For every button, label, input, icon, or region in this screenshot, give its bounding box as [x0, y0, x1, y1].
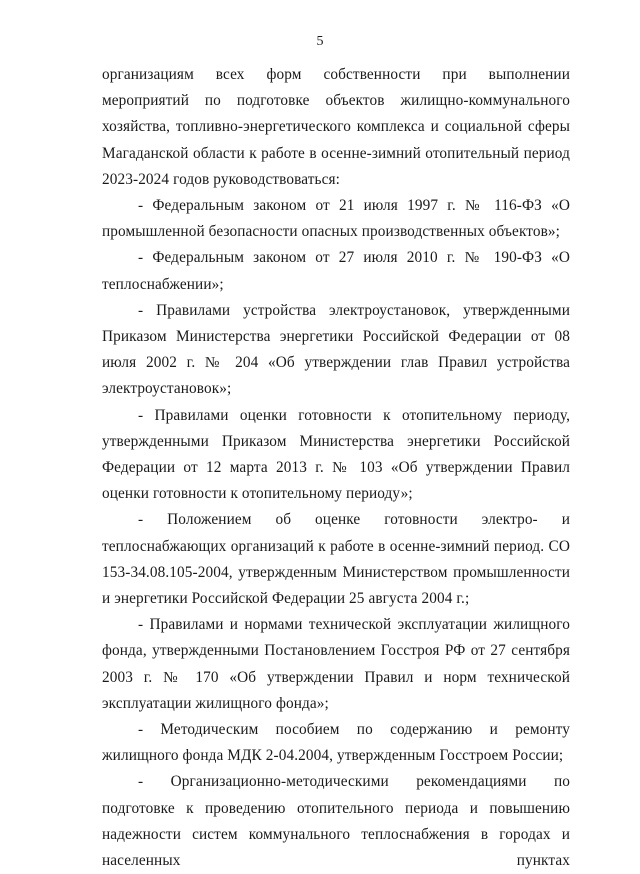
paragraph-law-116: - Федеральным законом от 21 июля 1997 г. № 116-ФЗ «О промышленной безопасности опасных производственных объектов»;: [102, 197, 570, 241]
page-number: 5: [316, 34, 324, 49]
paragraph-recommendations: - Организационно-методическими рекомендациями по подготовке к проведению отопительного периода и повышению надежности систем коммунального теплоснабжения в городах и населенных пунктах: [102, 773, 570, 870]
document-body: [102, 62, 570, 874]
paragraph-rules-readiness: - Правилами оценки готовности к отопительному периоду, утвержденными Приказом Министерства энергетики Российской Федерации от 12 марта 2013 г. № 103 «Об утверждении Правил оценки готовности к отопительному периоду»;: [102, 406, 570, 503]
paragraph-manual-mdk: - Методическим пособием по содержанию и ремонту жилищного фонда МДК 2-04.2004, утвержденным Госстроем России;: [102, 721, 570, 765]
paragraph-rules-housing: - Правилами и нормами технической эксплуатации жилищного фонда, утвержденными Постановлением Госстроя РФ от 27 сентября 2003 г. № 170 «Об утверждении Правил и норм технической эксплуатации жилищного фонда»;: [102, 616, 570, 712]
paragraph-rules-electro: - Правилами устройства электроустановок, утвержденными Приказом Министерства энергетики Российской Федерации от 08 июля 2002 г. № 204 «Об утверждении глав Правил устройства электроустановок»;: [102, 301, 570, 398]
paragraph-regulation-so: - Положением об оценке готовности электро- и теплоснабжающих организаций к работе в осенне-зимний период. СО 153-34.08.105-2004, утвержденным Министерством промышленности и энергетики Российской Федерации 25 августа 2004 г.;: [102, 511, 570, 608]
paragraph-intro: организациям всех форм собственности при выполнении мероприятий по подготовке объектов жилищно-коммунального хозяйства, топливно-энергетического комплекса и социальной сферы Магаданской области к работе в осенне-зимний отопительный период 2023-2024 годов руководствоваться:: [102, 66, 570, 188]
paragraph-law-190: - Федеральным законом от 27 июля 2010 г. № 190-ФЗ «О теплоснабжении»;: [102, 249, 570, 293]
